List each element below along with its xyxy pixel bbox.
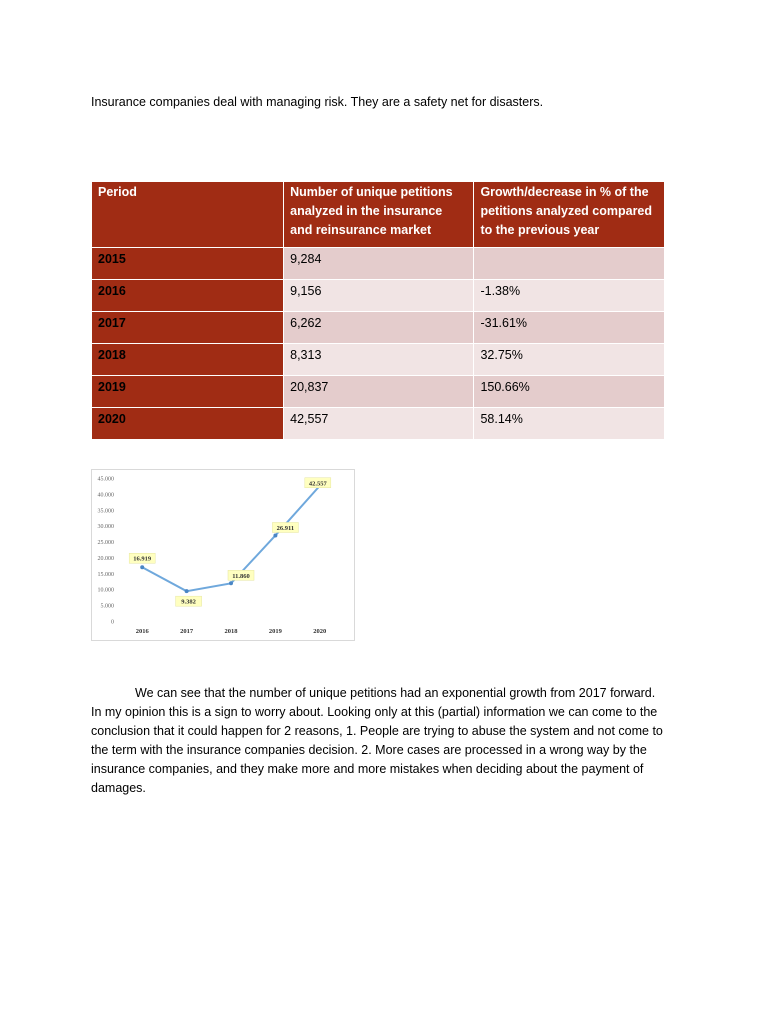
data-point bbox=[185, 589, 189, 593]
data-point bbox=[229, 581, 233, 585]
count-cell: 42,557 bbox=[284, 408, 474, 440]
count-cell: 9,284 bbox=[284, 248, 474, 280]
y-tick-label: 15.000 bbox=[97, 571, 114, 578]
body-line bbox=[91, 684, 681, 703]
data-label: 42.557 bbox=[308, 480, 327, 488]
header-change: Growth/decrease in % of the petitions analyzed compared to the previous year bbox=[474, 182, 665, 248]
count-cell: 8,313 bbox=[284, 344, 474, 376]
y-tick-label: 25.000 bbox=[97, 540, 114, 547]
table-header-row bbox=[92, 182, 665, 248]
period-cell: 2018 bbox=[92, 344, 284, 376]
y-tick-label: 10.000 bbox=[97, 587, 114, 594]
y-tick-label: 45.000 bbox=[97, 476, 114, 483]
body-line: damages. bbox=[91, 781, 146, 795]
header-period: Period bbox=[92, 182, 284, 248]
data-point bbox=[273, 533, 277, 537]
petitions-table bbox=[91, 181, 665, 440]
y-tick-label: 40.000 bbox=[97, 492, 114, 499]
change-cell: 32.75% bbox=[474, 344, 665, 376]
body-line: conclusion that it could happen for 2 reasons, 1. People are trying to abuse the system and not come to bbox=[91, 724, 663, 738]
data-point bbox=[140, 565, 144, 569]
x-tick-label: 2019 bbox=[268, 628, 282, 635]
table-row bbox=[92, 280, 665, 312]
y-tick-label: 20.000 bbox=[97, 555, 114, 562]
table-row bbox=[92, 376, 665, 408]
count-cell: 9,156 bbox=[284, 280, 474, 312]
table-row bbox=[92, 248, 665, 280]
petitions-line-chart bbox=[91, 469, 355, 641]
body-line: In my opinion this is a sign to worry about. Looking only at this (partial) information we can come to the bbox=[91, 705, 658, 719]
count-cell: 6,262 bbox=[284, 312, 474, 344]
intro-paragraph: Insurance companies deal with managing risk. They are a safety net for disasters. bbox=[91, 95, 544, 109]
header-count: Number of unique petitions analyzed in the insurance and reinsurance market bbox=[284, 182, 474, 248]
x-tick-label: 2017 bbox=[180, 628, 194, 635]
body-line: the term with the insurance companies decision. 2. More cases are processed in a wrong way by the bbox=[91, 743, 647, 757]
period-cell: 2020 bbox=[92, 408, 284, 440]
table-row bbox=[92, 344, 665, 376]
change-cell bbox=[474, 248, 665, 280]
change-cell: -1.38% bbox=[474, 280, 665, 312]
period-cell: 2016 bbox=[92, 280, 284, 312]
data-label: 26.911 bbox=[276, 524, 295, 532]
data-label: 11.860 bbox=[232, 572, 250, 580]
x-tick-label: 2020 bbox=[313, 628, 327, 635]
chart-svg bbox=[92, 470, 354, 640]
period-cell: 2019 bbox=[92, 376, 284, 408]
x-tick-label: 2016 bbox=[135, 628, 149, 635]
change-cell: -31.61% bbox=[474, 312, 665, 344]
period-cell: 2015 bbox=[92, 248, 284, 280]
body-paragraph bbox=[91, 684, 681, 798]
y-tick-label: 0 bbox=[111, 619, 114, 626]
table-row bbox=[92, 312, 665, 344]
body-line-text: We can see that the number of unique petitions had an exponential growth from 2017 forward. bbox=[135, 686, 656, 700]
y-tick-label: 5.000 bbox=[100, 603, 114, 610]
y-tick-label: 35.000 bbox=[97, 508, 114, 515]
x-tick-label: 2018 bbox=[224, 628, 238, 635]
change-cell: 58.14% bbox=[474, 408, 665, 440]
change-cell: 150.66% bbox=[474, 376, 665, 408]
data-label: 16.919 bbox=[133, 555, 152, 563]
body-line: insurance companies, and they make more and more mistakes when deciding about the payment of bbox=[91, 762, 644, 776]
data-label: 9.382 bbox=[181, 598, 196, 606]
y-tick-label: 30.000 bbox=[97, 524, 114, 531]
period-cell: 2017 bbox=[92, 312, 284, 344]
table-row bbox=[92, 408, 665, 440]
count-cell: 20,837 bbox=[284, 376, 474, 408]
